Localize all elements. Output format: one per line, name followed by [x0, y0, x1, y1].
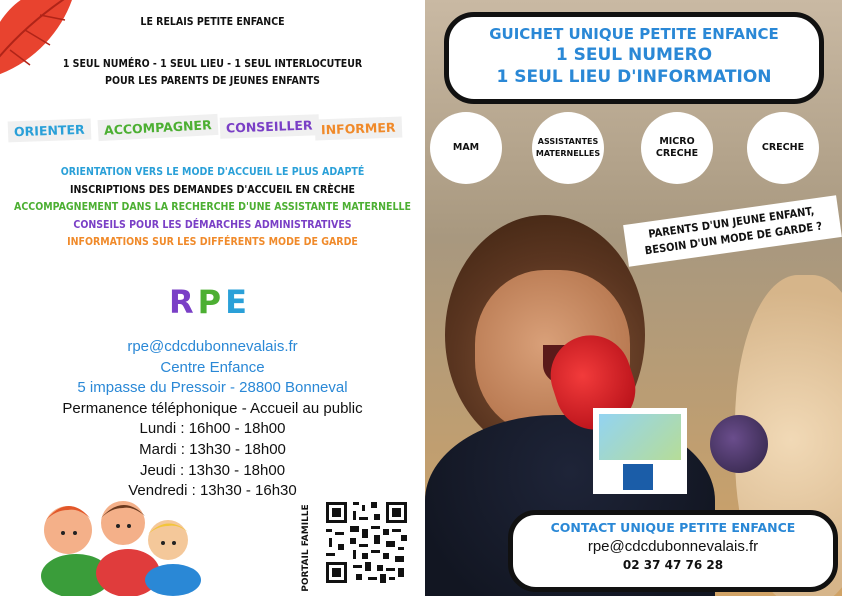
contact-box [508, 510, 838, 592]
purple-toy-phone-icon [710, 415, 768, 473]
service-item: INSCRIPTIONS DES DEMANDES D'ACCUEIL EN CRÈCHE [70, 183, 355, 196]
rpe-logo-text [0, 283, 420, 321]
service-item: ACCOMPAGNEMENT DANS LA RECHERCHE D'UNE ASSISTANTE MATERNELLE [14, 201, 411, 213]
portail-famille-text: PORTAIL FAMILLE [301, 504, 311, 592]
tag-conseiller: CONSEILLER [220, 114, 319, 138]
subtitle-line: POUR LES PARENTS DE JEUNES ENFANTS [105, 75, 320, 87]
service-item: CONSEILS POUR LES DÉMARCHES ADMINISTRATIVES [73, 218, 352, 231]
subtitle-line: 1 SEUL NUMÉRO - 1 SEUL LIEU - 1 SEUL INTERLOCUTEUR [62, 58, 363, 70]
children-illustration [28, 488, 203, 596]
guichet-title: GUICHET UNIQUE PETITE ENFANCE [489, 25, 779, 43]
service-item: INFORMATIONS SUR LES DIFFÉRENTS MODE DE GARDE [67, 236, 358, 248]
bubble-creche: CRECHE [747, 112, 819, 184]
right-panel [425, 0, 842, 596]
contact-phone[interactable]: 02 37 47 76 28 [622, 558, 724, 572]
rpe-contact-block [0, 337, 425, 502]
rpe-letter: R [169, 283, 198, 321]
hours-line: Jeudi : 13h30 - 18h00 [139, 461, 286, 479]
address: 5 impasse du Pressoir - 28800 Bonneval [77, 379, 348, 397]
rpe-email-link[interactable]: rpe@cdcdubonnevalais.fr [127, 338, 298, 355]
guichet-line-lieu: 1 SEUL LIEU D'INFORMATION [496, 67, 772, 87]
communaute-logo-icon [593, 408, 687, 494]
hours-line: Vendredi : 13h30 - 16h30 [128, 482, 297, 500]
contact-title: CONTACT UNIQUE PETITE ENFANCE [550, 520, 796, 535]
guichet-header-box [444, 12, 824, 104]
services-list [0, 164, 425, 252]
rpe-subtitle [0, 56, 425, 90]
hours-line: Lundi : 16h00 - 18h00 [139, 420, 286, 438]
rpe-title: LE RELAIS PETITE ENFANCE [140, 16, 285, 28]
qr-code-icon[interactable] [323, 499, 410, 586]
bubble-mam: MAM [430, 112, 502, 184]
question-banner: PARENTS D'UN JEUNE ENFANT, BESOIN D'UN MODE DE GARDE ? [623, 195, 842, 267]
portail-famille-label [291, 504, 321, 592]
bubble-assistantes-maternelles: ASSISTANTES MATERNELLES [532, 112, 604, 184]
contact-email-link[interactable]: rpe@cdcdubonnevalais.fr [587, 538, 759, 555]
tag-informer: INFORMER [315, 116, 402, 140]
center-name: Centre Enfance [160, 358, 265, 376]
service-item: ORIENTATION VERS LE MODE D'ACCUEIL LE PLUS ADAPTÉ [60, 166, 365, 178]
bubble-micro-creche: MICRO CRECHE [641, 112, 713, 184]
tag-orienter: ORIENTER [8, 119, 91, 143]
caf-logo-icon [623, 464, 653, 490]
hours-line: Mardi : 13h30 - 18h00 [139, 440, 286, 458]
rpe-letter: P [197, 283, 226, 321]
guichet-line-numero: 1 SEUL NUMERO [555, 45, 713, 65]
permanence-label: Permanence téléphonique - Accueil au public [62, 399, 363, 417]
tag-accompagner: ACCOMPAGNER [98, 114, 219, 141]
logo-graphic [599, 414, 681, 460]
rpe-letter: E [225, 283, 251, 321]
